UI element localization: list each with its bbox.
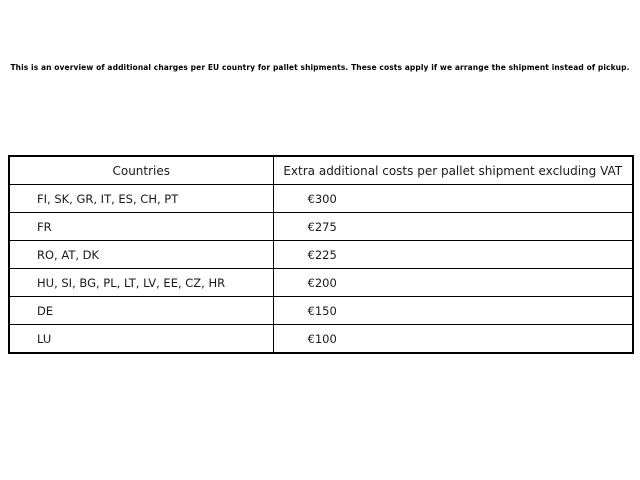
cost-cell: €200 — [273, 269, 633, 297]
cost-cell: €225 — [273, 241, 633, 269]
intro-text: This is an overview of additional charges per EU country for pallet shipments. These costs apply if we arrange the shipment instead of pickup. — [10, 63, 630, 72]
table-row — [9, 213, 633, 241]
table-body — [9, 185, 633, 354]
table-row — [9, 185, 633, 213]
countries-cell: LU — [9, 325, 273, 354]
countries-cell: RO, AT, DK — [9, 241, 273, 269]
table-row — [9, 325, 633, 354]
cost-cell: €150 — [273, 297, 633, 325]
cost-cell: €300 — [273, 185, 633, 213]
countries-cell: DE — [9, 297, 273, 325]
countries-column-header: Countries — [9, 156, 273, 185]
table-row — [9, 269, 633, 297]
table-row — [9, 241, 633, 269]
costs-column-header: Extra additional costs per pallet shipment excluding VAT — [273, 156, 633, 185]
countries-cell: FR — [9, 213, 273, 241]
cost-cell: €275 — [273, 213, 633, 241]
countries-cell: FI, SK, GR, IT, ES, CH, PT — [9, 185, 273, 213]
header-row — [9, 156, 633, 185]
charges-table — [8, 155, 634, 354]
countries-cell: HU, SI, BG, PL, LT, LV, EE, CZ, HR — [9, 269, 273, 297]
cost-cell: €100 — [273, 325, 633, 354]
table-header — [9, 156, 633, 185]
table-row — [9, 297, 633, 325]
